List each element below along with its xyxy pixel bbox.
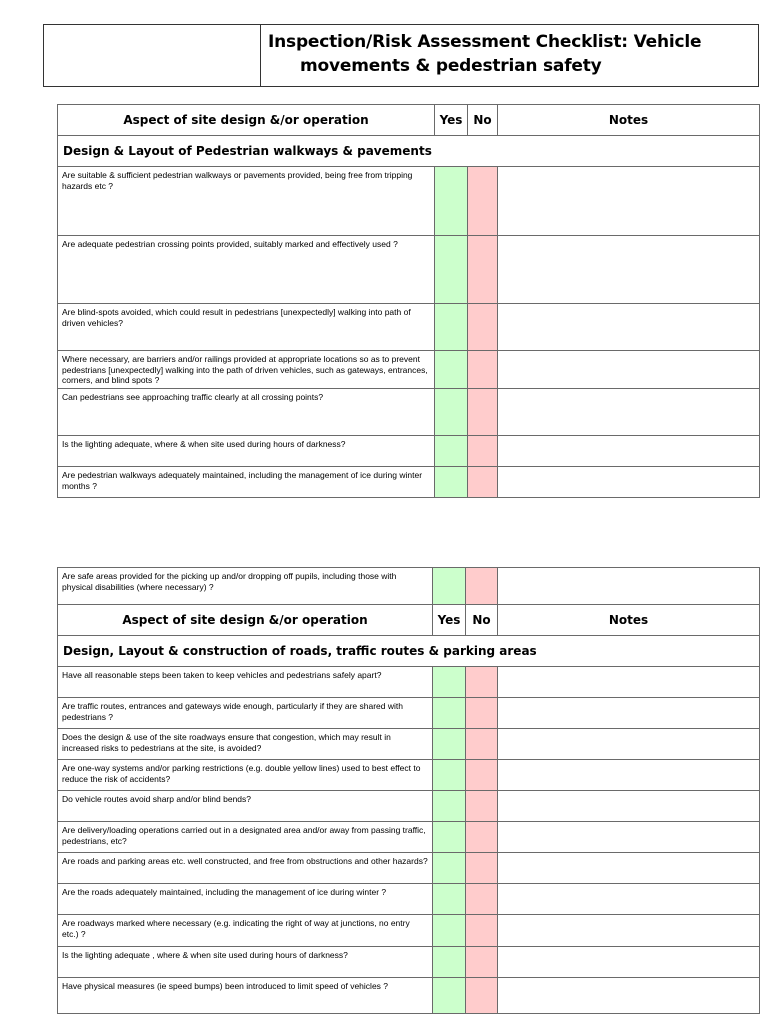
- column-header-notes: Notes: [498, 105, 760, 136]
- document-title: [268, 30, 748, 78]
- question-text: Where necessary, are barriers and/or railings provided at appropriate locations so as to prevent pedestrians [unexpectedly] walking into the path of driven vehicles, such as gateways, entrances, corners, and blind spots ?: [58, 351, 435, 389]
- yes-cell[interactable]: [433, 791, 466, 822]
- question-text: Are one-way systems and/or parking restrictions (e.g. double yellow lines) used to best effect to reduce the risk of accidents?: [58, 760, 433, 791]
- notes-cell[interactable]: [498, 698, 760, 729]
- table-row: [58, 304, 760, 351]
- yes-cell[interactable]: [433, 947, 466, 978]
- notes-cell[interactable]: [498, 822, 760, 853]
- no-cell[interactable]: [466, 698, 498, 729]
- yes-cell[interactable]: [435, 304, 468, 351]
- question-text: Is the lighting adequate, where & when site used during hours of darkness?: [58, 436, 435, 467]
- header-logo-cell: [44, 25, 261, 86]
- notes-cell[interactable]: [498, 853, 760, 884]
- no-cell[interactable]: [468, 236, 498, 304]
- table-row: [58, 236, 760, 304]
- no-cell[interactable]: [468, 351, 498, 389]
- no-cell[interactable]: [466, 915, 498, 947]
- question-text: Are adequate pedestrian crossing points provided, suitably marked and effectively used ?: [58, 236, 435, 304]
- section-row: [58, 136, 760, 167]
- yes-cell[interactable]: [433, 822, 466, 853]
- table-row: [58, 667, 760, 698]
- no-cell[interactable]: [466, 822, 498, 853]
- question-text: Are safe areas provided for the picking up and/or dropping off pupils, including those with physical disabilities (where necessary) ?: [58, 568, 433, 605]
- notes-cell[interactable]: [498, 978, 760, 1014]
- question-text: Are traffic routes, entrances and gateways wide enough, particularly if they are shared with pedestrians ?: [58, 698, 433, 729]
- column-header-aspect: Aspect of site design &/or operation: [58, 605, 433, 636]
- yes-cell[interactable]: [433, 915, 466, 947]
- notes-cell[interactable]: [498, 568, 760, 605]
- table-row: [58, 467, 760, 498]
- yes-cell[interactable]: [433, 760, 466, 791]
- notes-cell[interactable]: [498, 236, 760, 304]
- question-text: Are roadways marked where necessary (e.g. indicating the right of way at junctions, no entry etc.) ?: [58, 915, 433, 947]
- notes-cell[interactable]: [498, 436, 760, 467]
- table-row: [58, 351, 760, 389]
- no-cell[interactable]: [468, 467, 498, 498]
- yes-cell[interactable]: [435, 436, 468, 467]
- yes-cell[interactable]: [435, 351, 468, 389]
- title-line-2: movements & pedestrian safety: [300, 56, 602, 76]
- table-row: [58, 822, 760, 853]
- table-row: [58, 978, 760, 1014]
- yes-cell[interactable]: [433, 568, 466, 605]
- yes-cell[interactable]: [433, 729, 466, 760]
- column-header-yes: Yes: [435, 105, 468, 136]
- notes-cell[interactable]: [498, 351, 760, 389]
- question-text: Is the lighting adequate , where & when site used during hours of darkness?: [58, 947, 433, 978]
- notes-cell[interactable]: [498, 791, 760, 822]
- no-cell[interactable]: [466, 568, 498, 605]
- section-row: [58, 636, 760, 667]
- table-row: [58, 568, 760, 605]
- notes-cell[interactable]: [498, 729, 760, 760]
- question-text: Can pedestrians see approaching traffic clearly at all crossing points?: [58, 389, 435, 436]
- question-text: Are pedestrian walkways adequately maintained, including the management of ice during winter months ?: [58, 467, 435, 498]
- yes-cell[interactable]: [435, 389, 468, 436]
- no-cell[interactable]: [466, 791, 498, 822]
- column-header-yes: Yes: [433, 605, 466, 636]
- no-cell[interactable]: [468, 436, 498, 467]
- notes-cell[interactable]: [498, 304, 760, 351]
- question-text: Are delivery/loading operations carried out in a designated area and/or away from passing traffic, pedestrians, etc?: [58, 822, 433, 853]
- table-row: [58, 389, 760, 436]
- yes-cell[interactable]: [435, 467, 468, 498]
- table-row: [58, 884, 760, 915]
- title-line-1: Inspection/Risk Assessment Checklist: Vehicle: [268, 32, 702, 52]
- question-text: Does the design & use of the site roadways ensure that congestion, which may result in increased risks to pedestrians at the site, is avoided?: [58, 729, 433, 760]
- question-text: Are blind-spots avoided, which could result in pedestrians [unexpectedly] walking into path of driven vehicles?: [58, 304, 435, 351]
- question-text: Are the roads adequately maintained, including the management of ice during winter ?: [58, 884, 433, 915]
- notes-cell[interactable]: [498, 667, 760, 698]
- question-text: Are roads and parking areas etc. well constructed, and free from obstructions and other hazards?: [58, 853, 433, 884]
- question-text: Have all reasonable steps been taken to keep vehicles and pedestrians safely apart?: [58, 667, 433, 698]
- table-row: [58, 791, 760, 822]
- yes-cell[interactable]: [435, 236, 468, 304]
- question-text: Are suitable & sufficient pedestrian walkways or pavements provided, being free from tripping hazards etc ?: [58, 167, 435, 236]
- table-row: [58, 436, 760, 467]
- no-cell[interactable]: [466, 884, 498, 915]
- notes-cell[interactable]: [498, 167, 760, 236]
- no-cell[interactable]: [466, 760, 498, 791]
- no-cell[interactable]: [468, 389, 498, 436]
- question-text: Do vehicle routes avoid sharp and/or blind bends?: [58, 791, 433, 822]
- table-row: [58, 729, 760, 760]
- column-header-no: No: [466, 605, 498, 636]
- section-title: Design, Layout & construction of roads, traffic routes & parking areas: [58, 636, 760, 667]
- checklist-table-pedestrian: [57, 104, 760, 498]
- notes-cell[interactable]: [498, 389, 760, 436]
- notes-cell[interactable]: [498, 915, 760, 947]
- yes-cell[interactable]: [433, 698, 466, 729]
- no-cell[interactable]: [468, 167, 498, 236]
- notes-cell[interactable]: [498, 467, 760, 498]
- table-row: [58, 853, 760, 884]
- table-row: [58, 167, 760, 236]
- table-row: [58, 698, 760, 729]
- notes-cell[interactable]: [498, 884, 760, 915]
- yes-cell[interactable]: [435, 167, 468, 236]
- column-header-notes: Notes: [498, 605, 760, 636]
- table-header-row: [58, 605, 760, 636]
- section-title: Design & Layout of Pedestrian walkways & pavements: [58, 136, 760, 167]
- yes-cell[interactable]: [433, 884, 466, 915]
- no-cell[interactable]: [466, 853, 498, 884]
- table-header-row: [58, 105, 760, 136]
- column-header-no: No: [468, 105, 498, 136]
- document-header: [43, 24, 759, 87]
- notes-cell[interactable]: [498, 760, 760, 791]
- no-cell[interactable]: [466, 667, 498, 698]
- checklist-table-roads: [57, 567, 760, 1014]
- no-cell[interactable]: [466, 947, 498, 978]
- question-text: Have physical measures (ie speed bumps) been introduced to limit speed of vehicles ?: [58, 978, 433, 1014]
- table-row: [58, 947, 760, 978]
- no-cell[interactable]: [466, 729, 498, 760]
- no-cell[interactable]: [466, 978, 498, 1014]
- yes-cell[interactable]: [433, 853, 466, 884]
- notes-cell[interactable]: [498, 947, 760, 978]
- yes-cell[interactable]: [433, 667, 466, 698]
- column-header-aspect: Aspect of site design &/or operation: [58, 105, 435, 136]
- yes-cell[interactable]: [433, 978, 466, 1014]
- table-row: [58, 915, 760, 947]
- table-row: [58, 760, 760, 791]
- no-cell[interactable]: [468, 304, 498, 351]
